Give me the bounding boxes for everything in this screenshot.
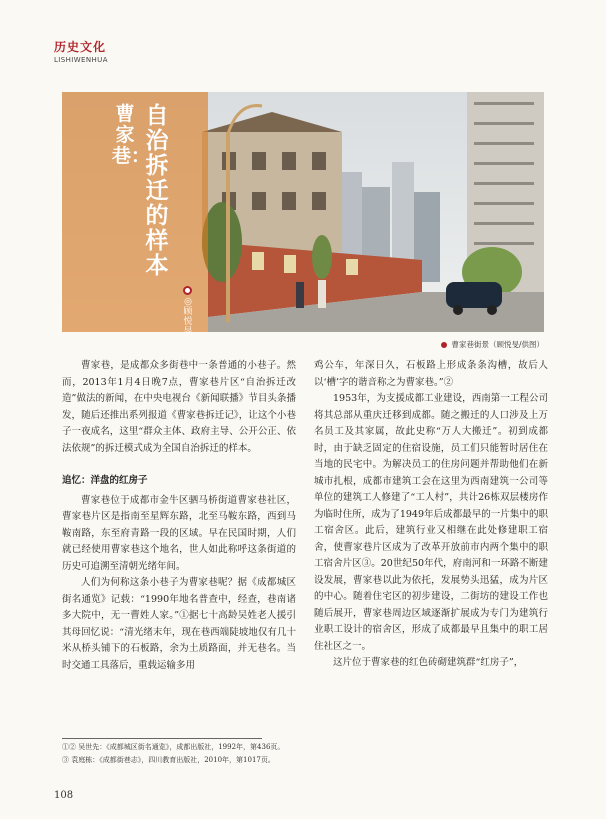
- section-pinyin: LISHIWENHUA: [54, 56, 108, 64]
- paragraph: 曹家巷，是成都众多街巷中一条普通的小巷子。然而，2013年1月4日晚7点，曹家巷片区“自治拆迁改造”做法的新闻，在中央电视台《新闻联播》节目头条播发，随后还推出系列报道《曹家巷拆迁记》，让这个小巷子一夜成名，这里“群众主体、政府主导、公开公正、依法依规”的拆迁模式成为全国自治拆迁的样本。: [62, 360, 296, 454]
- page-number: 108: [54, 790, 74, 801]
- caption-bullet-icon: [441, 342, 447, 348]
- paragraph: 曹家巷位于成都市金牛区驷马桥街道曹家巷社区，曹家巷片区是指南至星辉东路，北至马鞍东路，西到马鞍南路，东至府青路一段的区域。早在民国时期，人们就已经使用曹家巷这个地名，世人如此称呼这条街道的历史可追溯至清朝光绪年间。: [62, 494, 296, 572]
- article-author: ◎顾悦旻: [183, 297, 193, 337]
- article-title: 自治拆迁的样本: [145, 103, 169, 279]
- footnote: ①② 吴世先：《成都城区街名通览》，成都出版社，1992年，第436页。: [62, 743, 285, 751]
- body-column-left: [62, 358, 296, 674]
- paragraph: 1953年，为支援成都工业建设，西南第一工程公司将其总部从重庆迁移到成都。随之搬迁的人口涉及上万名员工及其家属，故此史称“万人大搬迁”。初到成都时，由于缺乏固定的住宿设施，员工们只能暂时居住在当地的民宅中。为解决员工的住房问题并帮助他们在新城市扎根，成都市建筑工会在这里为西南建筑一公司等单位的建筑工人修建了“工人村”，共计26栋双层楼房作为临时住所，成为了1949年后成都最早的一片集中的职工宿舍区。此后，建筑行业又相继在此处修建职工宿舍，使曹家巷片区成为了改革开放前市内两个集中的职工宿舍片区③。20世纪50年代，府南河和一环路不断建设发展，曹家巷以此为依托，发展势头迅猛，成为片区的中心。随着住宅区的初步建设，二街坊的建设工作也随后展开，曹家巷周边区域逐渐扩展成为专门为建筑行业职工设计的宿舍区，形成了成都最早且集中的职工居住社区之一。: [314, 393, 548, 652]
- body-column-right: [314, 358, 548, 672]
- caption-text: 曹家巷街景（顾悦旻/供图）: [451, 340, 544, 349]
- section-header: [54, 38, 108, 64]
- footnotes: [62, 741, 544, 767]
- footnote: ③ 袁庭栋：《成都街巷志》，四川教育出版社，2010年，第1017页。: [62, 756, 275, 764]
- photo-caption: [441, 339, 544, 350]
- paragraph: 鸡公车，年深日久，石板路上形成条条沟槽，故后人以‘槽’字的谐音称之为曹家巷。”②: [314, 360, 548, 388]
- section-title: 历史文化: [54, 40, 107, 54]
- footnote-divider: [62, 738, 262, 739]
- section-heading: 追忆：洋盘的红房子: [62, 475, 148, 486]
- paragraph: 人们为何称这条小巷子为曹家巷呢？据《成都城区街名通览》记载：“1990年地名普查中，经查，巷南诸多大院中，无一曹姓人家。”①据七十高龄吴姓老人援引其母回忆说：“清光绪末年，现在巷西端陡坡地仅有几十米从桥头铺下的石板路，余为土质路面，并无巷名。当时交通工具落后，重载运输多用: [62, 577, 296, 671]
- paragraph: 这片位于曹家巷的红色砖砌建筑群“红房子”，: [333, 657, 524, 668]
- author-marker-icon: [183, 286, 192, 295]
- article-subtitle: 曹家巷：: [112, 103, 151, 167]
